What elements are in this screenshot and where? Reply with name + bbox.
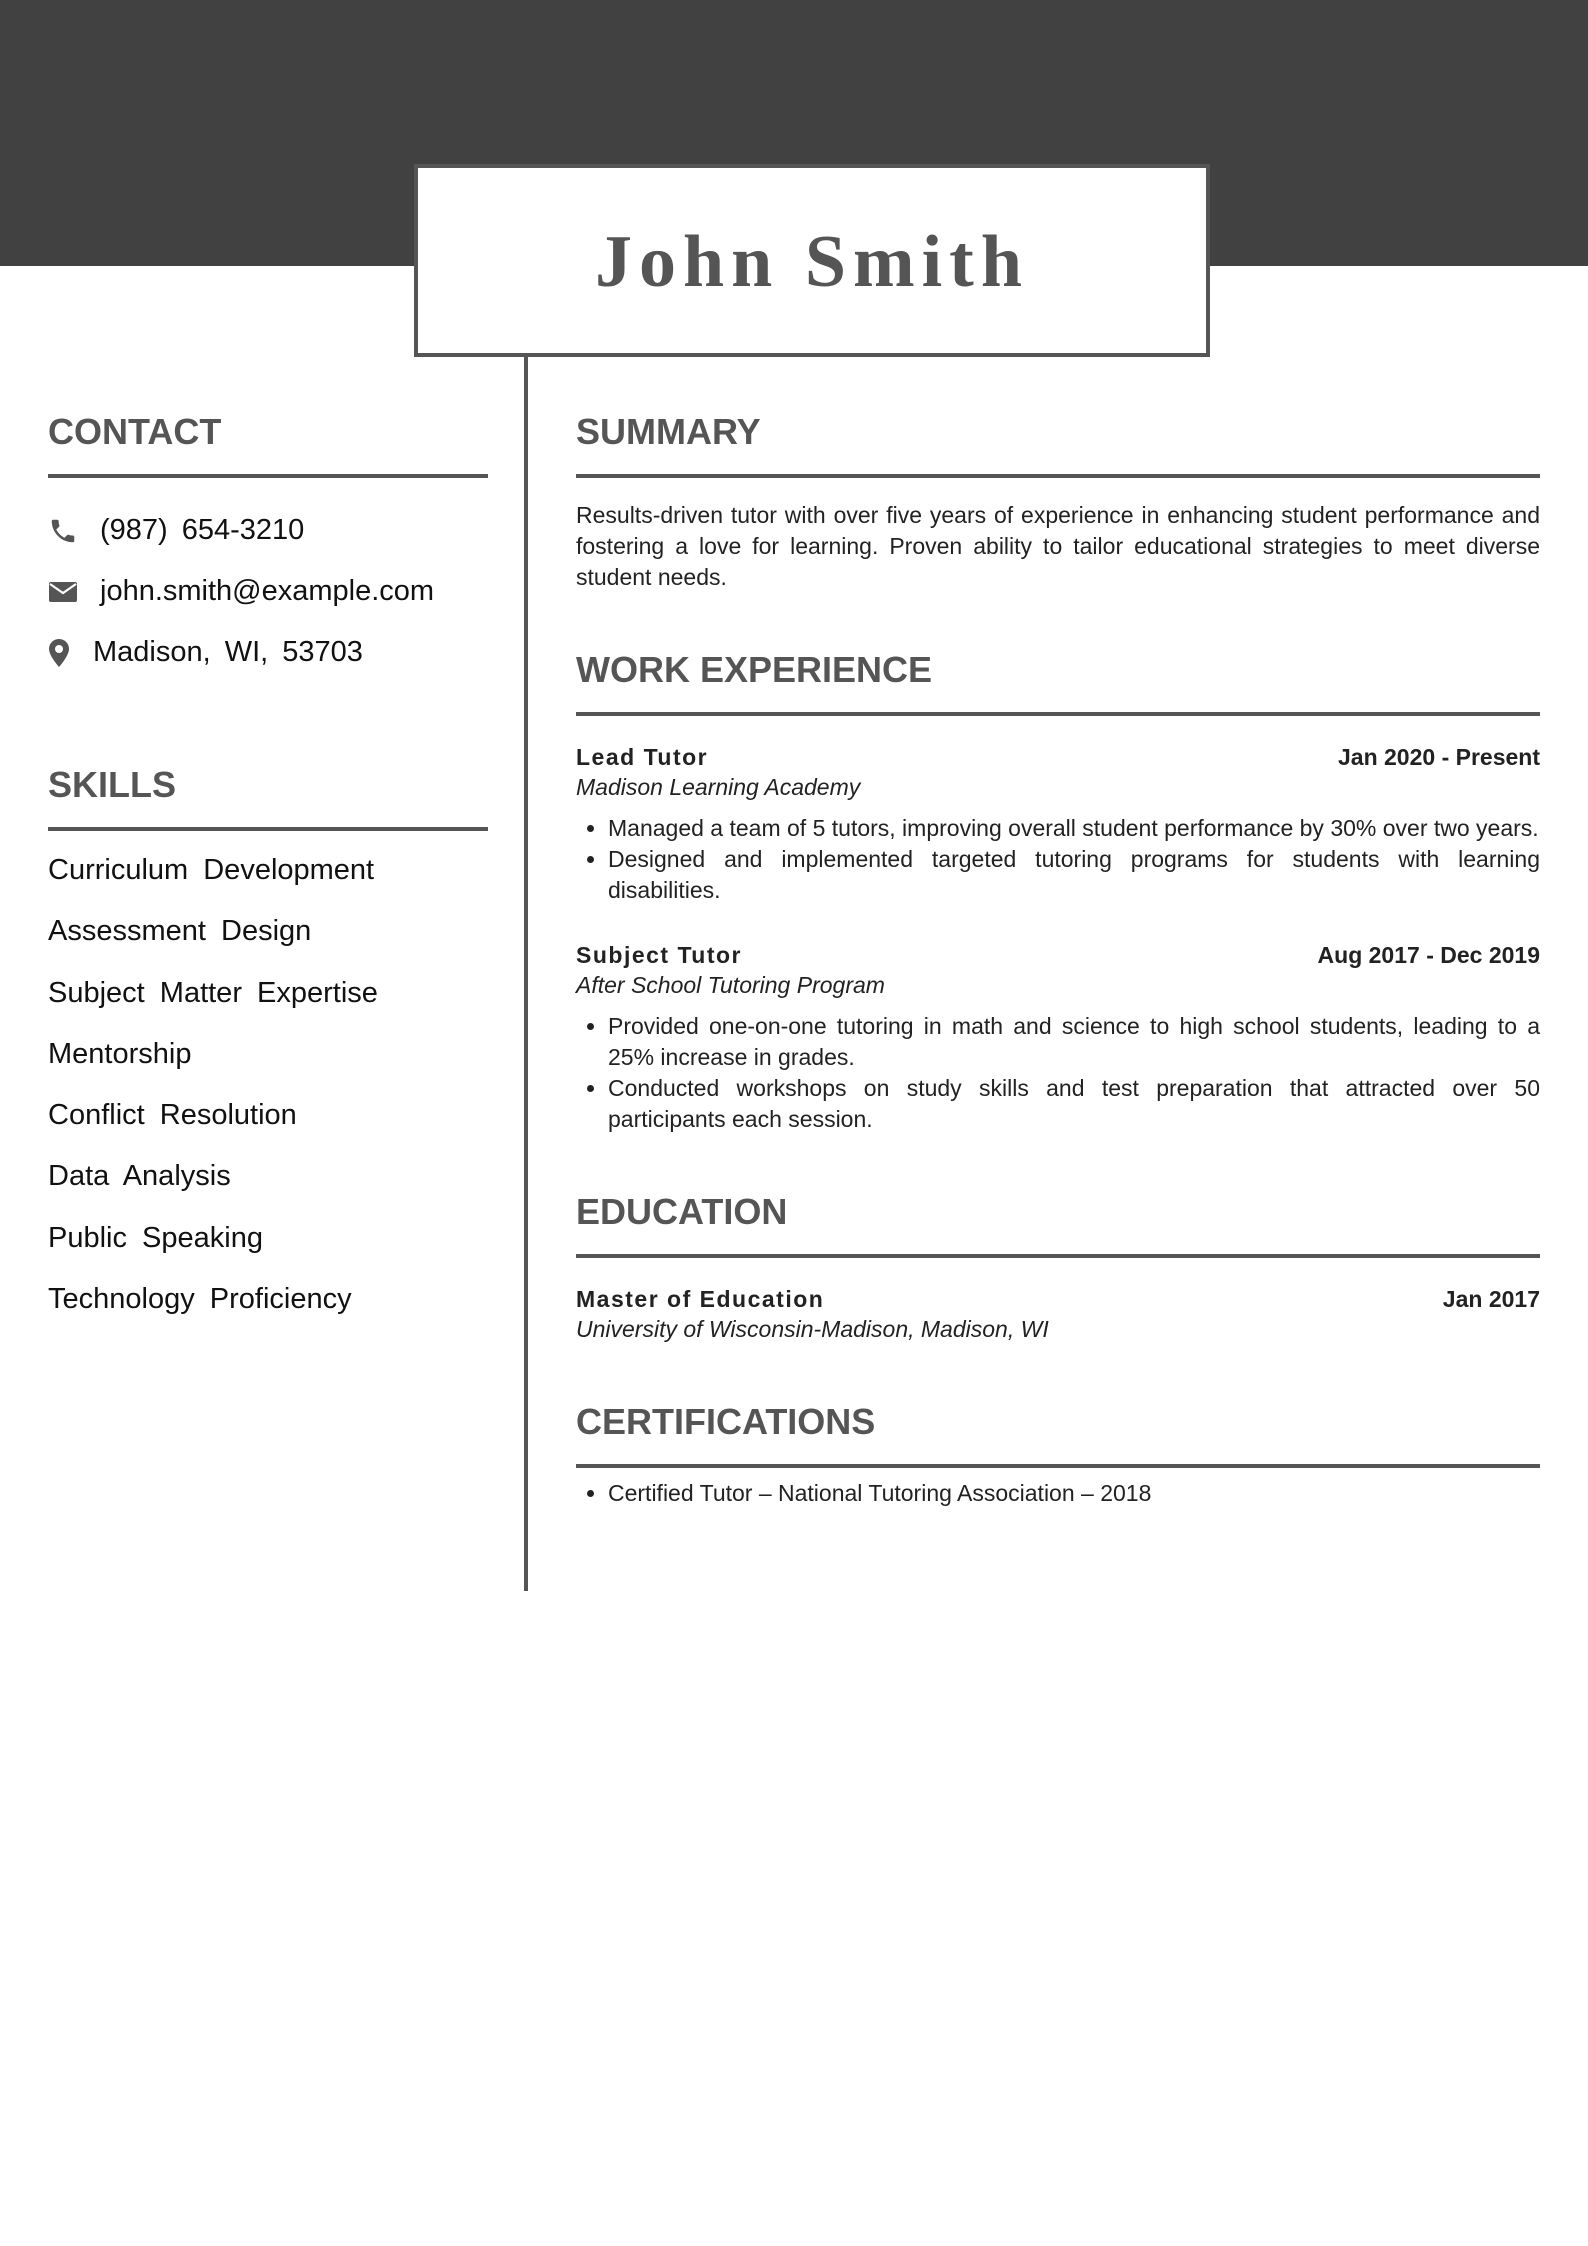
skills-rule <box>48 827 488 831</box>
degree-name: Master of Education <box>576 1286 825 1312</box>
job-bullet: • Designed and implemented targeted tutoring programs for students with learning disabilities. <box>608 844 1540 906</box>
job-dates: Aug 2017 - Dec 2019 <box>1317 942 1540 968</box>
contact-section <box>48 410 488 683</box>
skill-item: Subject Matter Expertise <box>48 976 378 1009</box>
work-experience-section <box>576 648 1540 1135</box>
work-experience-rule <box>576 712 1540 716</box>
education-section <box>576 1190 1540 1345</box>
column-divider <box>524 357 528 1591</box>
education-header <box>576 1284 1540 1314</box>
job-entry <box>576 940 1540 1135</box>
job-dates: Jan 2020 - Present <box>1337 744 1540 770</box>
certifications-heading: CERTIFICATIONS <box>576 1401 876 1442</box>
job-header <box>576 940 1540 970</box>
skills-section <box>48 763 488 1339</box>
name-box <box>414 164 1210 357</box>
job-title: Subject Tutor <box>576 942 743 968</box>
work-experience-heading: WORK EXPERIENCE <box>576 649 933 690</box>
contact-list <box>48 500 488 683</box>
summary-section <box>576 410 1540 593</box>
job-bullet: • Conducted workshops on study skills and test preparation that attracted over 50 participants each session. <box>608 1073 1540 1135</box>
certification-list <box>576 1478 1540 1509</box>
skill-item: Curriculum Development <box>48 854 375 886</box>
skill-item: Data Analysis <box>48 1160 231 1193</box>
skill-item: Public Speaking <box>48 1221 263 1254</box>
summary-rule <box>576 474 1540 478</box>
envelope-icon <box>48 580 100 604</box>
education-rule <box>576 1254 1540 1258</box>
job-header <box>576 742 1540 772</box>
skill-item: Mentorship <box>48 1037 192 1070</box>
job-entry <box>576 742 1540 906</box>
left-column <box>48 410 488 1339</box>
candidate-name: John Smith <box>595 221 1029 303</box>
skill-list <box>48 849 488 1339</box>
contact-phone <box>48 500 488 561</box>
certification-item: • Certified Tutor – National Tutoring Association – 2018 <box>608 1478 1540 1509</box>
skill-item: Conflict Resolution <box>48 1099 297 1132</box>
job-bullets <box>576 1011 1540 1135</box>
phone-number: (987) 654-3210 <box>100 514 305 546</box>
certifications-section <box>576 1400 1540 1509</box>
job-organization: Madison Learning Academy <box>576 774 861 800</box>
email-address: john.smith@example.com <box>100 575 435 607</box>
education-heading: EDUCATION <box>576 1191 788 1232</box>
skill-item: Assessment Design <box>48 915 312 948</box>
skills-heading: SKILLS <box>48 764 177 805</box>
contact-location <box>48 622 488 683</box>
education-entry <box>576 1284 1540 1345</box>
degree-date: Jan 2017 <box>1442 1286 1540 1312</box>
job-bullets <box>576 813 1540 906</box>
contact-heading: CONTACT <box>48 411 222 452</box>
contact-rule <box>48 474 488 478</box>
job-title: Lead Tutor <box>576 744 709 770</box>
job-organization: After School Tutoring Program <box>576 972 885 998</box>
summary-text: Results-driven tutor with over five years of experience in enhancing student performance and fostering a love for learning. Proven ability to tailor educational strategies to meet diverse student needs. <box>576 502 1540 590</box>
map-pin-icon <box>48 638 93 668</box>
summary-heading: SUMMARY <box>576 411 761 452</box>
phone-icon <box>48 516 100 546</box>
skill-item: Technology Proficiency <box>48 1283 352 1316</box>
location-text: Madison, WI, 53703 <box>93 636 363 668</box>
school-name: University of Wisconsin-Madison, Madison, WI <box>576 1316 1049 1342</box>
job-bullet: • Provided one-on-one tutoring in math and science to high school students, leading to a 25% increase in grades. <box>608 1011 1540 1073</box>
certifications-rule <box>576 1464 1540 1468</box>
job-bullet: • Managed a team of 5 tutors, improving overall student performance by 30% over two years. <box>608 813 1540 844</box>
contact-email <box>48 561 488 622</box>
right-column <box>576 410 1540 1509</box>
